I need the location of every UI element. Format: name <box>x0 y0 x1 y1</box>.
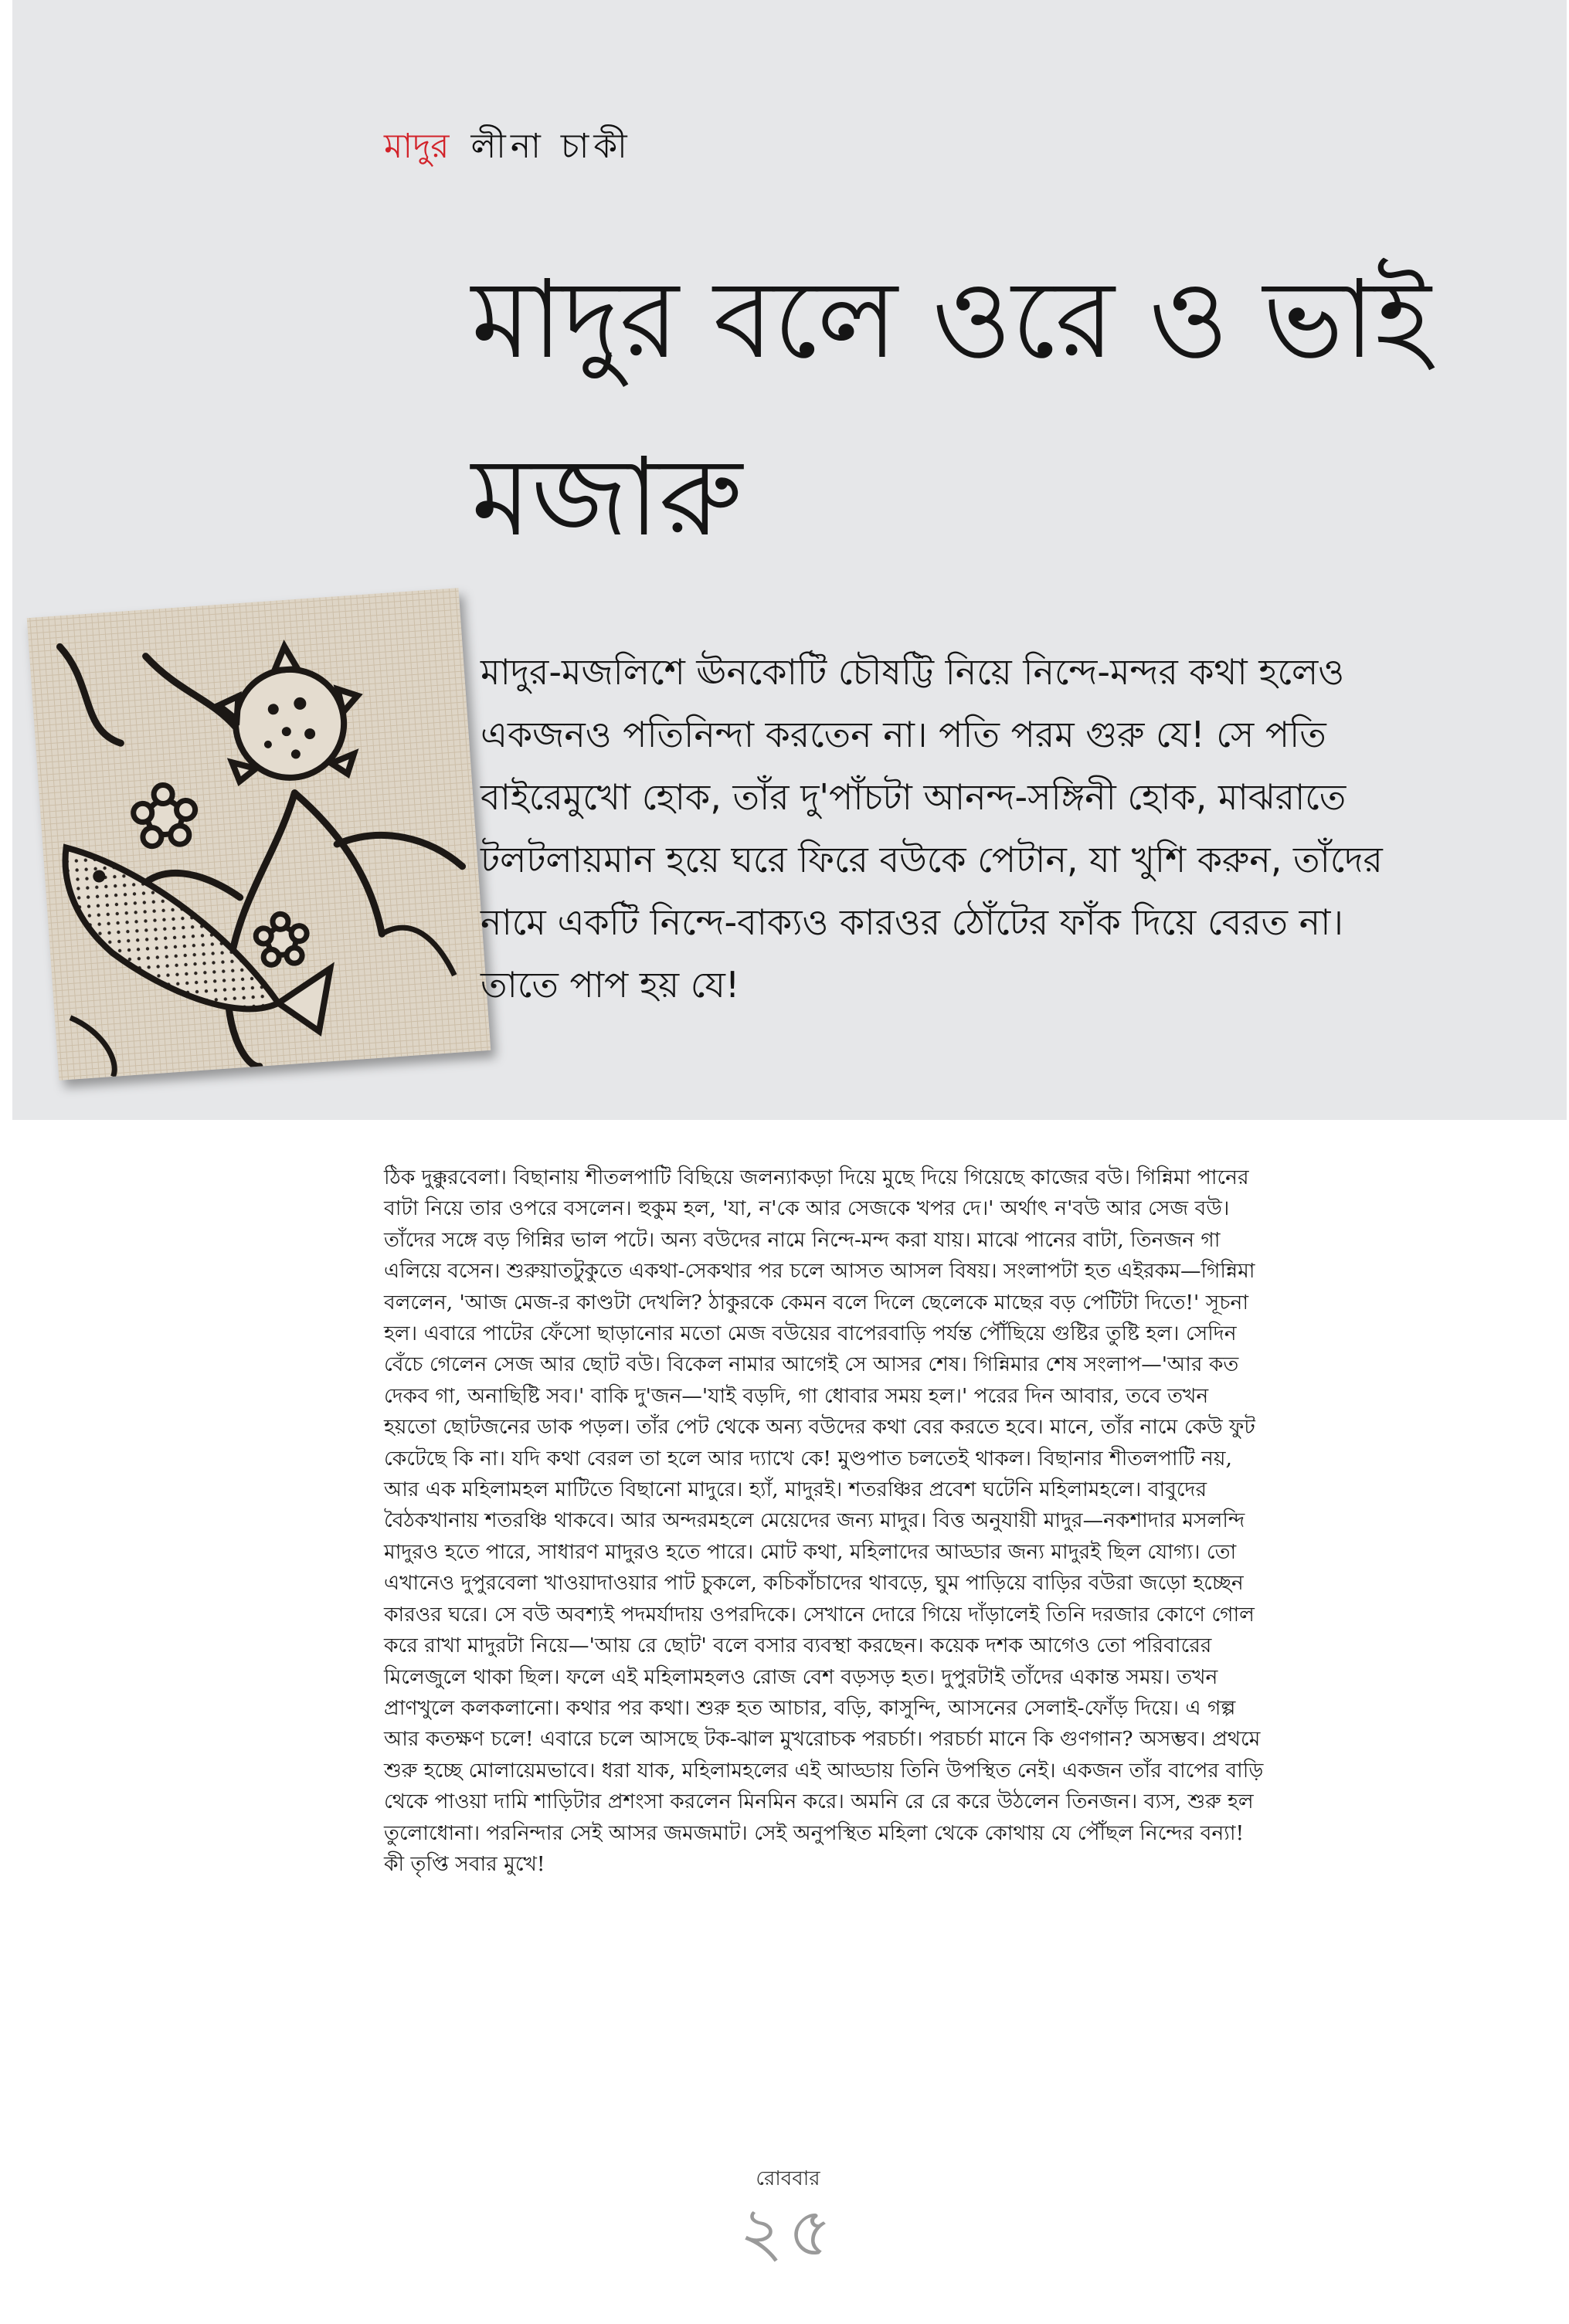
article-title: মাদুর বলে ওরে ও ভাই মজারু <box>471 257 1431 561</box>
mat-embroidery-illustration <box>27 588 491 1081</box>
publication-name: রোববার <box>756 2167 820 2190</box>
mat-pattern-image <box>27 588 491 1081</box>
author-byline: লীনা চাকী <box>470 127 632 166</box>
page-number: ২৫ <box>739 2192 837 2271</box>
kicker <box>384 124 632 170</box>
section-label: মাদুর <box>384 127 450 166</box>
article-body: ঠিক দুক্কুরবেলা। বিছানায় শীতলপাটি বিছিয়ে জলন্যাকড়া দিয়ে মুছে দিয়ে গিয়েছে কাজের বউ। গিন্নিমা পানের বাটা নিয়ে তার ওপরে বসলেন। হুকুম হল, 'যা, ন'কে আর সেজকে খপর দে।' অর্থাৎ ন'বউ আর সেজ বউ। তাঁদের সঙ্গে বড় গিন্নির ভাল পটে। অন্য বউদের নামে নিন্দে-মন্দ করা যায়। মাঝে পানের বাটা, তিনজন গা এলিয়ে বসেন। শুরুয়াতটুকুতে একথা-সেকথার পর চলে আসত আসল বিষয়। সংলাপটা হত এইরকম—গিন্নিমা বললেন, 'আজ মেজ-র কাণ্ডটা দেখলি? ঠাকুরকে কেমন বলে দিলে ছেলেকে মাছের বড় পেটিটা দিতে!' সূচনা হল। এবারে পাটের ফেঁসো ছাড়ানোর মতো মেজ বউয়ের বাপেরবাড়ি পর্যন্ত পৌঁছিয়ে গুষ্টির তুষ্টি হল। সেদিন বেঁচে গেলেন সেজ আর ছোট বউ। বিকেল নামার আগেই সে আসর শেষ। গিন্নিমার শেষ সংলাপ—'আর কত দেকব গা, অনাছিষ্টি সব।' বাকি দু'জন—'যাই বড়দি, গা ধোবার সময় হল।' পরের দিন আবার, তবে তখন হয়তো ছোটজনের ডাক পড়ল। তাঁর পেট থেকে অন্য বউদের কথা বের করতে হবে। মানে, তাঁর নামে কেউ ফুট কেটেছে কি না। যদি কথা বেরল তা হলে আর দ্যাখে কে! মুণ্ডপাত চলতেই থাকল। বিছানার শীতলপাটি নয়, আর এক মহিলামহল মাটিতে বিছানো মাদুরে। হ্যাঁ, মাদুরই। শতরঞ্চির প্রবেশ ঘটেনি মহিলামহলে। বাবুদের বৈঠকখানায় শতরঞ্চি থাকবে। আর অন্দরমহলে মেয়েদের জন্য মাদুর। বিত্ত অনুযায়ী মাদুর—নকশাদার মসলন্দি মাদুরও হতে পারে, সাধারণ মাদুরও হতে পারে। মোট কথা, মহিলাদের আড্ডার জন্য মাদুরই ছিল যোগ্য। তো এখানেও দুপুরবেলা খাওয়াদাওয়ার পাট চুকলে, কচিকাঁচাদের থাবড়ে, ঘুম পাড়িয়ে বাড়ির বউরা জড়ো হচ্ছেন কারওর ঘরে। সে বউ অবশ্যই পদমর্যাদায় ওপরদিকে। সেখানে দোরে গিয়ে দাঁড়ালেই তিনি দরজার কোণে গোল করে রাখা মাদুরটা নিয়ে—'আয় রে ছোট' বলে বসার ব্যবস্থা করছেন। কয়েক দশক আগেও তো পরিবারের মিলেজুলে থাকা ছিল। ফলে এই মহিলামহলও রোজ বেশ বড়সড় হত। দুপুরটাই তাঁদের একান্ত সময়। তখন প্রাণখুলে কলকলানো। কথার পর কথা। শুরু হত আচার, বড়ি, কাসুন্দি, আসনের সেলাই-ফোঁড় দিয়ে। এ গল্প আর কতক্ষণ চলে! এবারে চলে আসছে টক-ঝাল মুখরোচক পরচর্চা। পরচর্চা মানে কি গুণগান? অসম্ভব। প্রথমে শুরু হচ্ছে মোলায়েমভাবে। ধরা যাক, মহিলামহলের এই আড্ডায় তিনি উপস্থিত নেই। একজন তাঁর বাপের বাড়ি থেকে পাওয়া দামি শাড়িটার প্রশংসা করলেন মিনমিন করে। অমনি রে রে করে উঠলেন তিনজন। ব্যস, শুরু হল তুলোধোনা। পরনিন্দার সেই আসর জমজমাট। সেই অনুপস্থিত মহিলা থেকে কোথায় যে পৌঁছল নিন্দের বন্যা! কী তৃপ্তি সবার মুখে! <box>384 1165 1264 1876</box>
article-intro: মাদুর-মজলিশে ঊনকোটি চৌষট্টি নিয়ে নিন্দে-মন্দর কথা হলেও একজনও পতিনিন্দা করতেন না। পতি পরম গুরু যে! সে পতি বাইরেমুখো হোক, তাঁর দু'পাঁচটা আনন্দ-সঙ্গিনী হোক, মাঝরাতে টলটলায়মান হয়ে ঘরে ফিরে বউকে পেটান, যা খুশি করুন, তাঁদের নামে একটি নিন্দে-বাক্যও কারওর ঠোঁটের ফাঁক দিয়ে বেরত না। তাতে পাপ হয় যে! <box>481 651 1383 1006</box>
